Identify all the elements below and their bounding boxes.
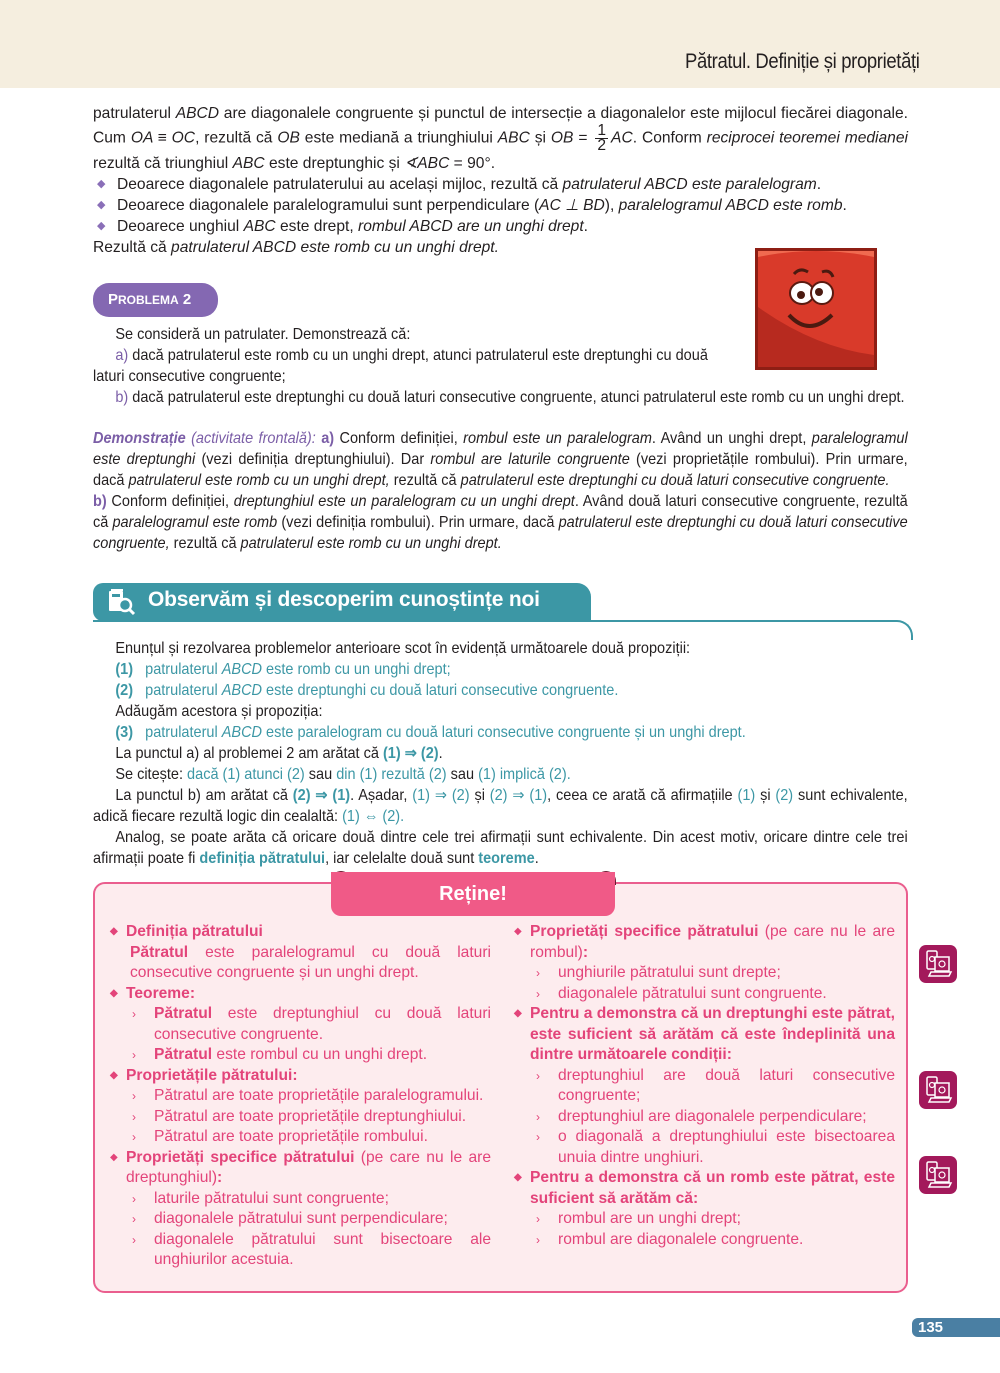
digital-media-icon[interactable] <box>919 1156 957 1194</box>
bullet-item: ◆ Deoarece diagonalele paralelogramului sunt perpendiculare (AC ⊥ BD), paralelogramul ABCD este romb. <box>97 197 847 214</box>
proposition-1: (1) patrulaterul ABCD este romb cu un unghi drept; <box>115 661 451 678</box>
arrow-bullet-icon: › <box>132 1109 136 1124</box>
retine-left-column: ◆ Definiția pătratului Pătratul este paralelogramul cu două laturi consecutive congruente și un unghi drept. ◆ Teoreme: › Pătratul este dreptunghiul cu două laturi consecutive congruente. › Pătratul este rombul cu un unghi drept. ◆ Proprietățile pătratului: › Pătratul are toate proprietățile paralelogramului. › Pătratul are toate proprietățile dreptunghiului. › Pătratul are toate proprietățile rombului. ◆ Proprietăți specifice pătratului (pe care nu le are dreptunghiul): › laturile pătratului sunt congruente; › diagonalele pătratului sunt perpendiculare; › diagonalele pătratului sunt bisectoare ale unghiurilor acestuia. <box>110 923 491 1268</box>
section-rule <box>591 620 913 640</box>
arrow-bullet-icon: › <box>536 1232 540 1247</box>
arrow-bullet-icon: › <box>132 1191 136 1206</box>
diamond-bullet-icon: ◆ <box>110 1151 118 1163</box>
problem-badge: PROBLEMA 2 <box>93 283 218 317</box>
diamond-bullet-icon: ◆ <box>97 178 106 190</box>
page-number: 135 <box>912 1318 1000 1337</box>
diamond-bullet-icon: ◆ <box>514 926 522 937</box>
book-search-icon <box>107 588 137 616</box>
diamond-bullet-icon: ◆ <box>97 199 106 211</box>
retine-right-column: ◆ Proprietăți specifice pătratului (pe care nu le are rombul): › unghiurile pătratului sunt drepte; › diagonalele pătratului sunt congruente. ◆ Pentru a demonstra că un dreptunghi este pătrat, este suficient să arătăm că este îndeplinită una dintre următoarele condiții: › dreptunghiul are două laturi consecutive congruente; › dreptunghiul are diagonalele perpendiculare; › o diagonală a dreptunghiului este bisectoarea unuia dintre unghiuri. ◆ Pentru a demonstra că un romb este pătrat, este suficient să arătăm că: › rombul are un unghi drept; › rombul are diagonalele congruente. <box>510 922 895 1250</box>
arrow-bullet-icon: › <box>536 1109 540 1124</box>
diamond-bullet-icon: ◆ <box>110 926 118 937</box>
diamond-bullet-icon: ◆ <box>514 1008 522 1019</box>
bullet-item: ◆ Deoarece unghiul ABC este drept, rombul ABCD are un unghi drept. <box>97 218 589 235</box>
arrow-bullet-icon: › <box>132 1007 136 1021</box>
diamond-bullet-icon: ◆ <box>97 220 106 232</box>
demonstration: Demonstrație (activitate frontală): a) Conform definiției, rombul este un paralelogram. Având un unghi drept, paralelogramul este dreptunghi (vezi definiția dreptunghiului). Dar rombul are laturile congruente (vezi proprietățile rombului). Prin urmare, dacă patrulaterul este romb cu un unghi drept, rezultă că patrulaterul este dreptunghi cu două laturi consecutive congruente. b) Conform definiției, dreptunghiul este un paralelogram cu un unghi drept. Având două laturi consecutive congruente, rezultă că paralelogramul este romb (vezi definiția rombului). Prin urmare, dacă patrulaterul este dreptunghi cu două laturi consecutive congruente, rezultă că patrulaterul este romb cu un unghi drept. <box>93 430 908 552</box>
diamond-bullet-icon: ◆ <box>110 987 118 999</box>
diamond-bullet-icon: ◆ <box>514 1172 522 1183</box>
arrow-bullet-icon: › <box>132 1232 136 1247</box>
page-header <box>0 0 1000 88</box>
arrow-bullet-icon: › <box>132 1130 136 1144</box>
proposition-2: (2) patrulaterul ABCD este dreptunghi cu două laturi consecutive congruente. <box>115 682 619 699</box>
fraction-one-half: $\frac{1}{2}$ <box>597 122 607 154</box>
arrow-bullet-icon: › <box>536 986 540 1001</box>
arrow-bullet-icon: › <box>132 1212 136 1226</box>
digital-media-icon[interactable] <box>919 945 957 983</box>
chapter-title: Pătratul. Definiție și proprietăți <box>685 50 920 73</box>
arrow-bullet-icon: › <box>536 1130 540 1144</box>
arrow-bullet-icon: › <box>132 1089 136 1103</box>
conclusion: Rezultă că patrulaterul ABCD este romb cu un unghi drept. <box>93 239 499 256</box>
arrow-bullet-icon: › <box>536 966 540 980</box>
problem-part-b: b) dacă patrulaterul este dreptunghi cu două laturi consecutive congruente, atunci patrulaterul este romb cu un unghi drept. <box>115 389 905 406</box>
proposition-3: (3) patrulaterul ABCD este paralelogram cu două laturi consecutive congruente și un unghi drept. <box>115 724 746 741</box>
intro-paragraph: patrulaterul ABCD are diagonalele congruente și punctul de intersecție a diagonalelor este mijlocul fiecărei diagonale. Cum OA ≡ OC, rezultă că OB este mediană a triunghiului ABC și OB = $\frac{1}{2}$ AC. Conform reciprocei teoremei medianei rezultă că triunghiul ABC este dreptunghic și ∢ABC = 90°. ◆ Deoarece diagonalele patrulaterului au același mijloc, rezultă că patrulaterul ABCD este paralelogram. ◆ Deoarece diagonalele paralelogramului sunt perpendiculare (AC ⊥ BD), paralelogramul ABCD este romb. ◆ Deoarece unghiul ABC este drept, rombul ABCD are un unghi drept. Rezultă că patrulaterul ABCD este romb cu un unghi drept. <box>93 105 908 256</box>
section-underline <box>93 620 591 622</box>
arrow-bullet-icon: › <box>536 1068 540 1083</box>
section-header <box>93 583 591 621</box>
diamond-bullet-icon: ◆ <box>110 1069 118 1081</box>
retine-title: Reține! <box>331 872 615 916</box>
bullet-item: ◆ Deoarece diagonalele patrulaterului au același mijloc, rezultă că patrulaterul ABCD este paralelogram. <box>97 176 822 193</box>
section-body: Enunțul și rezolvarea problemelor anterioare scot în evidență următoarele două propoziții: (1) patrulaterul ABCD este romb cu un unghi drept; (2) patrulaterul ABCD este dreptunghi cu două laturi consecutive congruente. Adăugăm acestora și propoziția: (3) patrulaterul ABCD este paralelogram cu două laturi consecutive congruente și un unghi drept. La punctul a) al problemei 2 am arătat că (1) ⇒ (2). Se citește: dacă (1) atunci (2) sau din (1) rezultă (2) sau (1) implică (2). La punctul b) am arătat că (2) ⇒ (1). Așadar, (1) ⇒ (2) și (2) ⇒ (1), ceea ce arată că afirmațiile (1) și (2) sunt echivalente, adică fiecare rezultă logic din cealaltă: (1) ⇔ (2). Analog, se poate arăta că oricare două dintre cele trei afirmații sunt echivalente. Din acest motiv, oricare dintre cele trei afirmații poate fi definiția pătratului, iar celelalte două sunt teoreme. <box>93 640 908 867</box>
arrow-bullet-icon: › <box>132 1048 136 1062</box>
problem-statement: Se consideră un patrulater. Demonstrează că: a) dacă patrulaterul este romb cu un unghi drept, atunci patrulaterul este dreptunghi cu două laturi consecutive congruente; <box>93 326 708 385</box>
section-title: Observăm și descoperim cunoștințe noi <box>148 588 540 611</box>
arrow-bullet-icon: › <box>536 1212 540 1226</box>
digital-media-icon[interactable] <box>919 1071 957 1109</box>
